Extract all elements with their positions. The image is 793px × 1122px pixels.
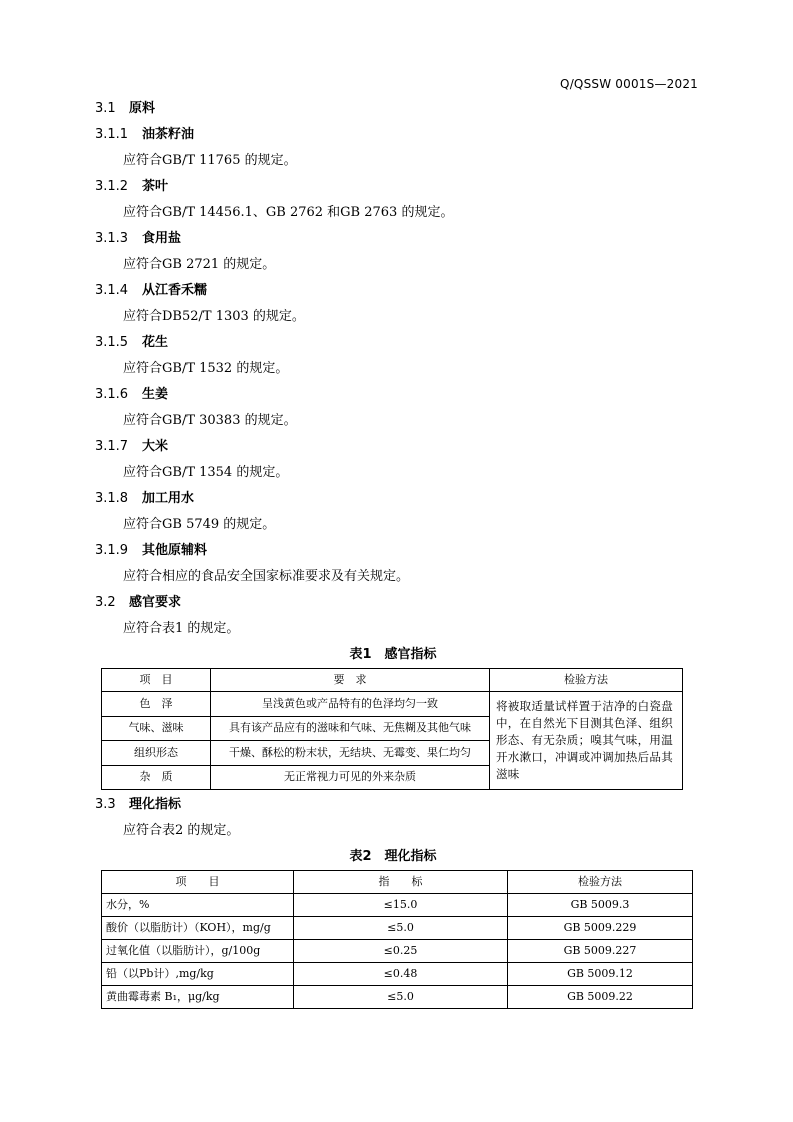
section-number: 3.1.3 bbox=[95, 231, 129, 246]
table-cell: GB 5009.227 bbox=[508, 940, 693, 963]
document-body bbox=[95, 96, 695, 1009]
section-text: 应符合GB/T 14456.1、GB 2762 和GB 2763 的规定。 bbox=[123, 205, 454, 220]
section-heading bbox=[95, 486, 695, 512]
table-cell: ≤0.25 bbox=[294, 940, 508, 963]
section-title: 食用盐 bbox=[142, 231, 182, 246]
table-cell: 干燥、酥松的粉末状，无结块、无霉变、果仁均匀 bbox=[211, 741, 490, 766]
section-heading bbox=[95, 226, 695, 252]
sensory-table bbox=[101, 668, 683, 790]
inspection-method-cell: 将被取适量试样置于洁净的白瓷盘中，在自然光下目测其色泽、组织形态、有无杂质；嗅其气味，用温开水漱口，冲调或冲调加热后品其滋味 bbox=[490, 692, 683, 790]
section-title: 理化指标 bbox=[129, 797, 182, 812]
section-number: 3.1.6 bbox=[95, 387, 129, 402]
table-header-cell: 要 求 bbox=[211, 669, 490, 692]
table-header-cell: 指 标 bbox=[294, 871, 508, 894]
section-number: 3.1.8 bbox=[95, 491, 129, 506]
table-row bbox=[102, 963, 693, 986]
table-cell: 呈浅黄色或产品特有的色泽均匀一致 bbox=[211, 692, 490, 717]
section-number: 3.1.2 bbox=[95, 179, 129, 194]
table-cell: 无正常视力可见的外来杂质 bbox=[211, 765, 490, 790]
section-heading bbox=[95, 382, 695, 408]
section-heading bbox=[95, 174, 695, 200]
section-number: 3.1 bbox=[95, 101, 116, 116]
table-cell: 酸价（以脂肪计）（KOH），mg/g bbox=[102, 917, 294, 940]
table-row bbox=[102, 692, 683, 717]
section-text: 应符合DB52/T 1303 的规定。 bbox=[123, 309, 305, 324]
section-heading bbox=[95, 792, 695, 818]
section-text: 应符合GB/T 30383 的规定。 bbox=[123, 413, 297, 428]
table-cell: ≤15.0 bbox=[294, 894, 508, 917]
section-number: 3.1.4 bbox=[95, 283, 129, 298]
section-title: 大米 bbox=[142, 439, 169, 454]
section-number: 3.1.9 bbox=[95, 543, 129, 558]
table-cell: 杂 质 bbox=[102, 765, 211, 790]
physicochemical-table bbox=[101, 870, 693, 1009]
table-cell: ≤0.48 bbox=[294, 963, 508, 986]
section-heading bbox=[95, 330, 695, 356]
document-code: Q/QSSW 0001S—2021 bbox=[560, 77, 698, 91]
section-title: 其他原辅料 bbox=[142, 543, 208, 558]
table-header-cell: 检验方法 bbox=[508, 871, 693, 894]
section-number: 3.1.1 bbox=[95, 127, 129, 142]
table-cell: GB 5009.229 bbox=[508, 917, 693, 940]
section-heading bbox=[95, 434, 695, 460]
table-header-cell: 检验方法 bbox=[490, 669, 683, 692]
table-cell: GB 5009.22 bbox=[508, 986, 693, 1009]
section-text: 应符合相应的食品安全国家标准要求及有关规定。 bbox=[123, 569, 410, 584]
table-row bbox=[102, 917, 693, 940]
table-cell: 水分，% bbox=[102, 894, 294, 917]
table2-caption: 表2 理化指标 bbox=[349, 849, 437, 864]
section-number: 3.1.5 bbox=[95, 335, 129, 350]
table-cell: 气味、滋味 bbox=[102, 716, 211, 741]
table-cell: 铅（以Pb计）,mg/kg bbox=[102, 963, 294, 986]
section-title: 油茶籽油 bbox=[142, 127, 195, 142]
table-header-row bbox=[102, 871, 693, 894]
section-number: 3.2 bbox=[95, 595, 116, 610]
table-row bbox=[102, 894, 693, 917]
table-cell: GB 5009.3 bbox=[508, 894, 693, 917]
section-title: 从江香禾糯 bbox=[142, 283, 208, 298]
section-text: 应符合GB/T 1532 的规定。 bbox=[123, 361, 289, 376]
section-title: 加工用水 bbox=[142, 491, 195, 506]
section-title: 生姜 bbox=[142, 387, 169, 402]
table-header-cell: 项 目 bbox=[102, 871, 294, 894]
table-cell: ≤5.0 bbox=[294, 917, 508, 940]
section-heading bbox=[95, 278, 695, 304]
table-row bbox=[102, 940, 693, 963]
table-cell: 色 泽 bbox=[102, 692, 211, 717]
section-text: 应符合表2 的规定。 bbox=[123, 823, 240, 838]
section-number: 3.3 bbox=[95, 797, 116, 812]
table-cell: ≤5.0 bbox=[294, 986, 508, 1009]
table-cell: 黄曲霉毒素 B₁，μg/kg bbox=[102, 986, 294, 1009]
table-cell: 组织形态 bbox=[102, 741, 211, 766]
section-title: 原料 bbox=[129, 101, 156, 116]
section-heading bbox=[95, 538, 695, 564]
table-header-cell: 项 目 bbox=[102, 669, 211, 692]
table-cell: 具有该产品应有的滋味和气味、无焦糊及其他气味 bbox=[211, 716, 490, 741]
section-number: 3.1.7 bbox=[95, 439, 129, 454]
section-heading bbox=[95, 96, 695, 122]
section-title: 花生 bbox=[142, 335, 169, 350]
table1-caption: 表1 感官指标 bbox=[349, 647, 437, 662]
section-title: 茶叶 bbox=[142, 179, 169, 194]
section-text: 应符合GB/T 1354 的规定。 bbox=[123, 465, 289, 480]
section-heading bbox=[95, 590, 695, 616]
section-text: 应符合GB/T 11765 的规定。 bbox=[123, 153, 297, 168]
table-row bbox=[102, 986, 693, 1009]
section-text: 应符合GB 5749 的规定。 bbox=[123, 517, 276, 532]
section-heading bbox=[95, 122, 695, 148]
section-text: 应符合GB 2721 的规定。 bbox=[123, 257, 276, 272]
section-title: 感官要求 bbox=[129, 595, 182, 610]
table-header-row bbox=[102, 669, 683, 692]
table-cell: 过氧化值（以脂肪计），g/100g bbox=[102, 940, 294, 963]
section-text: 应符合表1 的规定。 bbox=[123, 621, 240, 636]
table-cell: GB 5009.12 bbox=[508, 963, 693, 986]
